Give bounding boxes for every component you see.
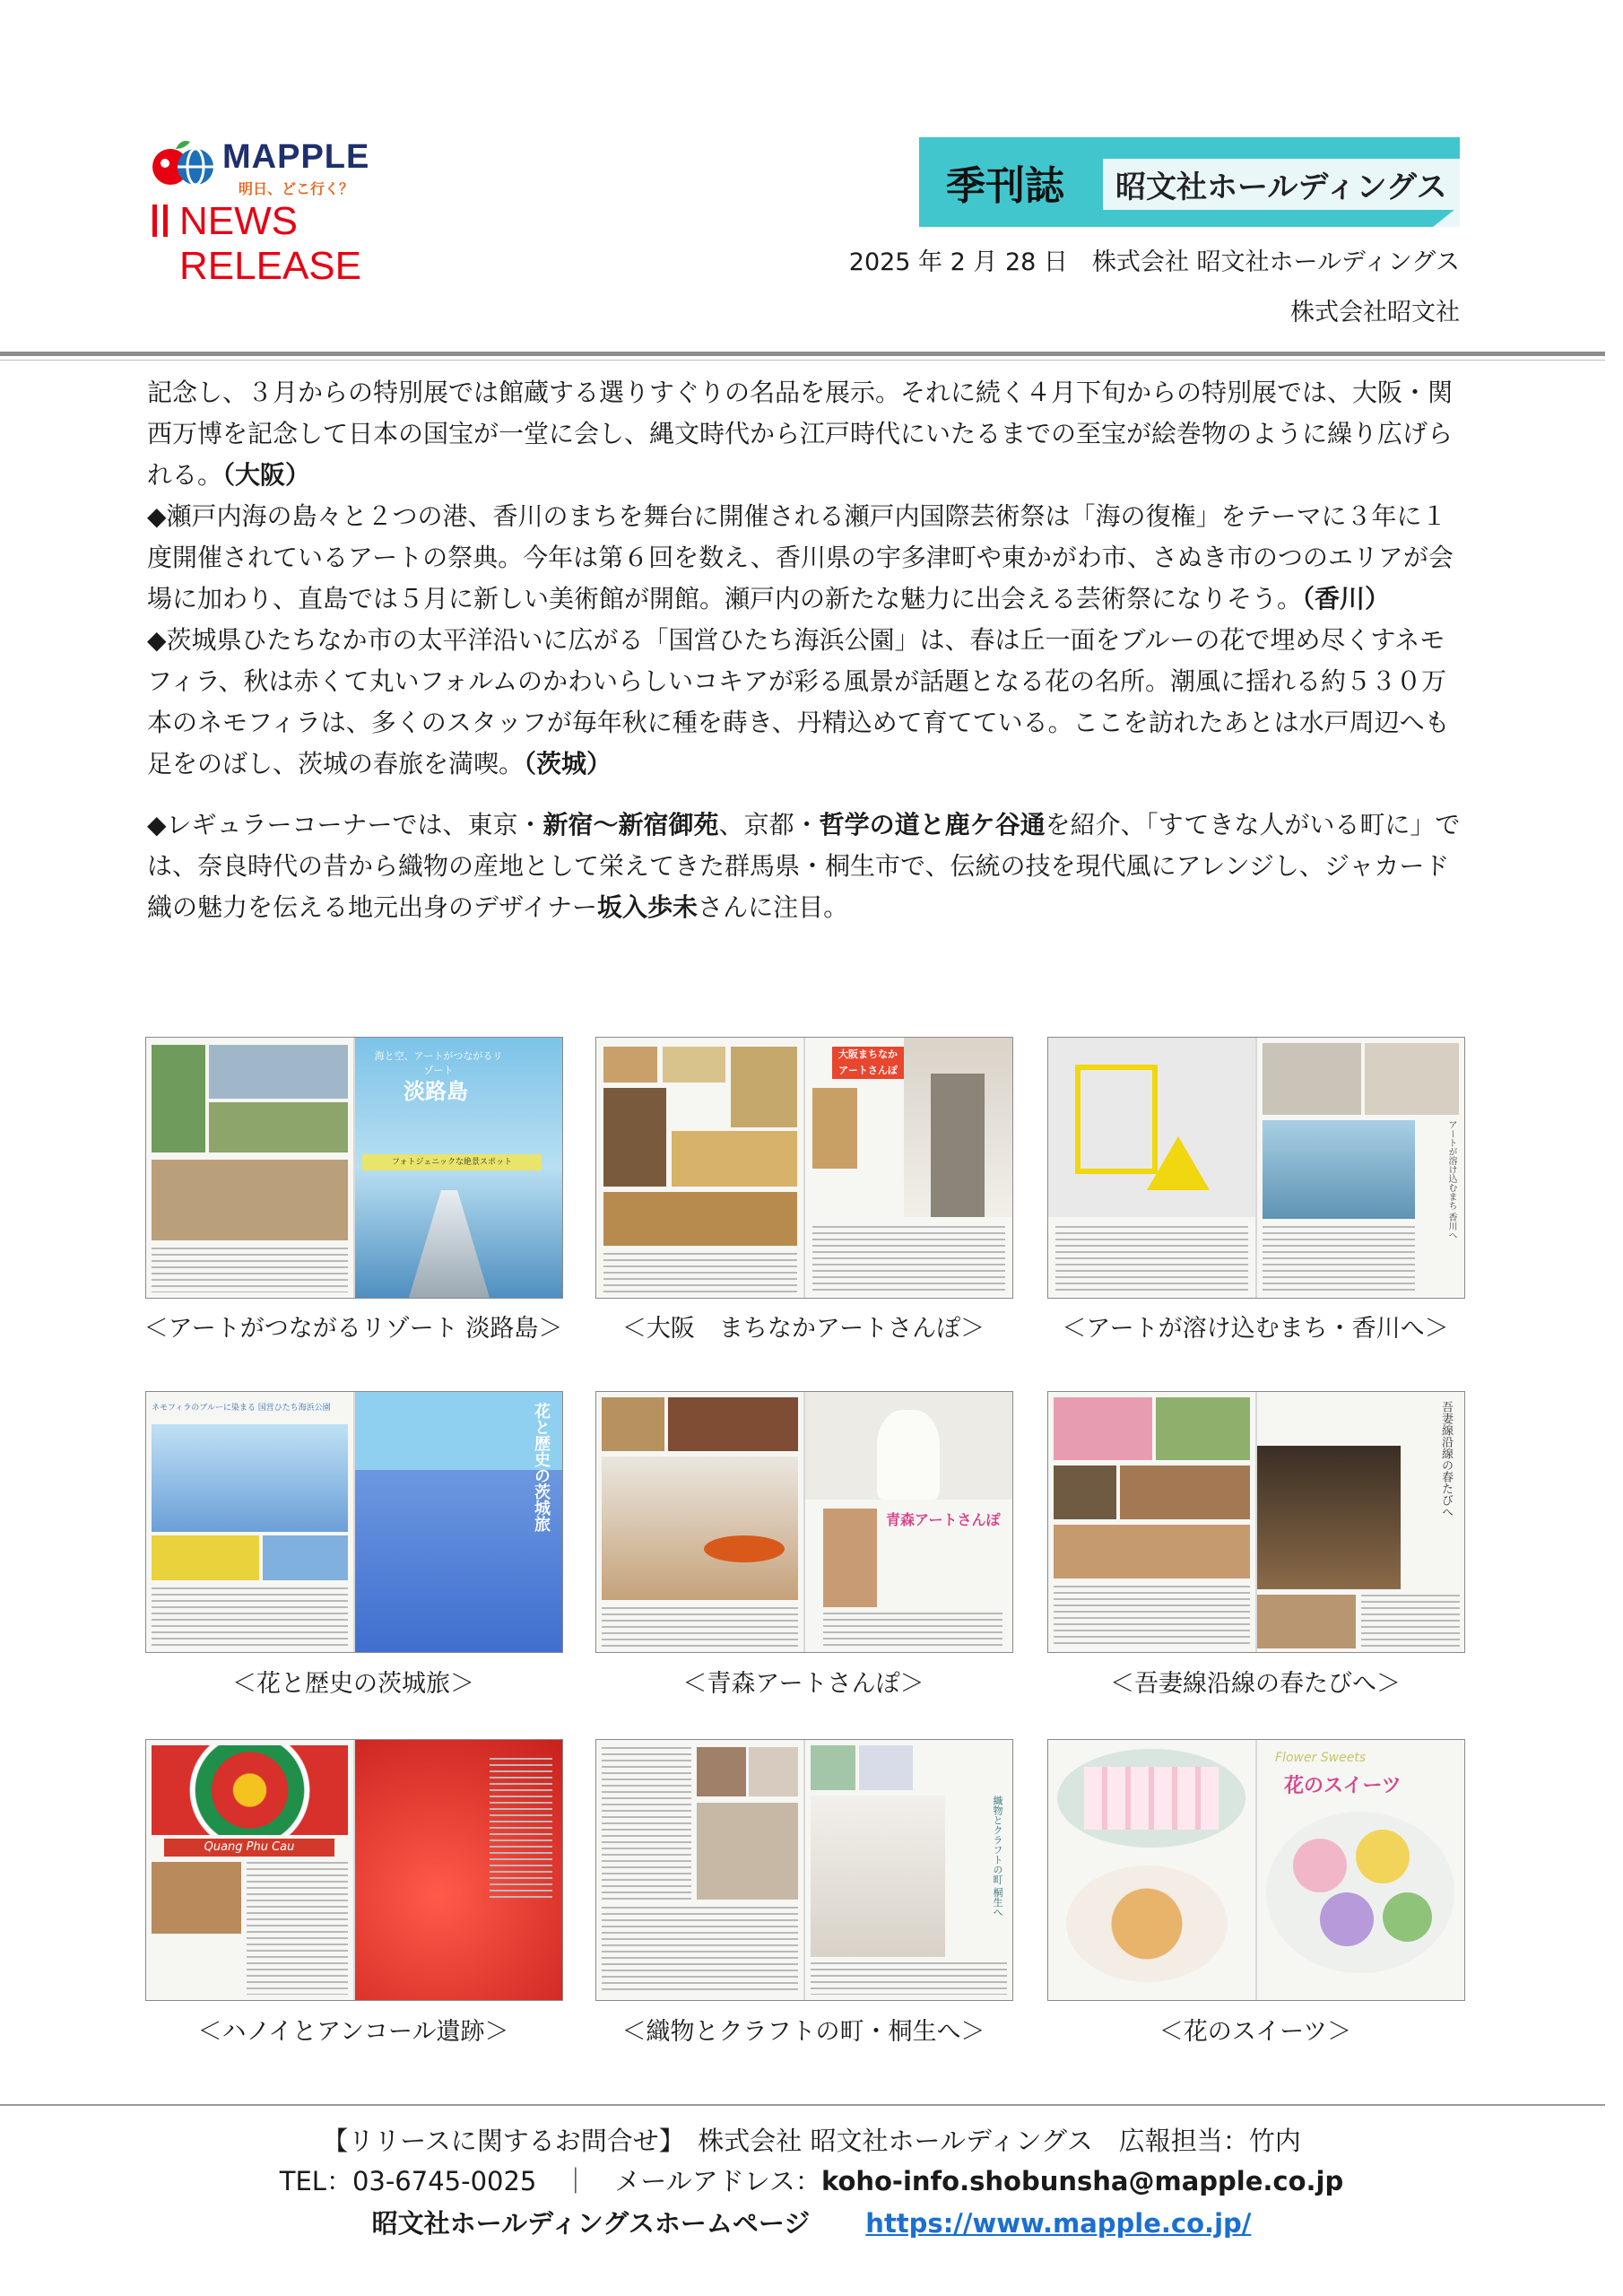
release-body — [147, 372, 1465, 928]
caption-osaka: ＜大阪 まちなかアートさんぽ＞ — [621, 1315, 985, 1343]
spread-sweets — [1047, 1739, 1465, 2001]
logo-tagline: 明日、どこ行く？ — [239, 180, 354, 197]
header-divider-thin — [0, 360, 1605, 361]
caption-awaji: ＜アートがつながるリゾート 淡路島＞ — [143, 1315, 563, 1343]
contact-line: 【リリースに関するお問合せ】 株式会社 昭文社ホールディングス 広報担当：竹内 — [322, 2126, 1301, 2156]
banner-company: 昭文社ホールディングス — [1103, 159, 1460, 210]
apple-globe-icon — [149, 136, 219, 194]
footer-divider — [0, 2104, 1605, 2106]
caption-aomori: ＜青森アートさんぽ＞ — [682, 1670, 924, 1698]
news-release-label — [145, 196, 468, 288]
paragraph-kagawa: ◆瀬戸内海の島々と２つの港、香川のまちを舞台に開催される瀬戸内国際芸術祭は「海の復権」をテーマに３年に１度開催されているアートの祭典。今年は第６回を数え、香川県の宇多津町や東かがわ市、さぬき市のつのエリアが会場に加わり、直島では５月に新しい美術館が開館。瀬戸内の新たな魅力に出会える芸術祭になりそう。（香川） — [147, 501, 1454, 613]
paragraph-osaka: 記念し、３月からの特別展では館蔵する選りすぐりの名品を展示。それに続く４月下旬からの特別展では、大阪・関西万博を記念して日本の国宝が一堂に会し、縄文時代から江戸時代にいたるまでの至宝が絵巻物のように繰り広げられる。（大阪） — [147, 378, 1454, 490]
spread-title: 淡路島 — [404, 1079, 468, 1104]
caption-agatsuma: ＜吾妻線沿線の春たびへ＞ — [1110, 1670, 1401, 1698]
news-release-text: NEWS RELEASE — [179, 199, 361, 288]
spread-hanoi — [145, 1739, 563, 2001]
caption-kiryu: ＜織物とクラフトの町・桐生へ＞ — [621, 2018, 985, 2046]
spread-title: 織物とクラフトの町 桐生へ — [992, 1796, 1003, 1918]
spread-title: Quang Phu Cau — [164, 1839, 334, 1857]
spread-title: 花と歴史の茨城旅 — [532, 1403, 551, 1532]
spread-headline: アートが溶け込むまち 香川へ — [1446, 1120, 1456, 1240]
banner-title: 季刊誌 — [946, 163, 1064, 209]
page-fold-icon — [1433, 205, 1460, 227]
spread-ibaraki — [145, 1391, 563, 1653]
spread-title: アートさんぽ — [838, 1065, 898, 1076]
quarterly-banner — [919, 137, 1460, 227]
release-date: 2025 年 2 月 28 日 株式会社 昭文社ホールディングス — [848, 248, 1460, 276]
caption-sweets: ＜花のスイーツ＞ — [1159, 2018, 1352, 2046]
spread-osaka — [595, 1037, 1013, 1299]
spread-banner: フォトジェニックな絶景スポット — [362, 1154, 542, 1170]
spread-headline: ネモフィラのブルーに染まる 国営ひたち海浜公園 — [152, 1404, 331, 1413]
contact-details — [0, 2161, 1623, 2198]
homepage-line — [0, 2204, 1623, 2240]
paragraph-regular-corner: ◆レギュラーコーナーでは、東京・新宿〜新宿御苑、京都・哲学の道と鹿ケ谷通を紹介、「すてきな人がいる町に」では、奈良時代の昔から織物の産地として栄えてきた群馬県・桐生市で、伝統の技を現代風にアレンジし、ジャカード織の魅力を伝える地元出身のデザイナー坂入歩未さんに注目。 — [147, 810, 1461, 922]
spread-kiryu — [595, 1739, 1013, 2001]
spread-aomori — [595, 1391, 1013, 1653]
header-divider — [0, 352, 1605, 356]
red-bar-icon — [163, 204, 168, 237]
red-bar-icon — [152, 204, 157, 237]
company-name: 株式会社昭文社 — [1290, 299, 1460, 326]
tel-text: TEL：03-6745-0025 ｜ メールアドレス： — [279, 2166, 821, 2196]
caption-hanoi: ＜ハノイとアンコール遺跡＞ — [197, 2018, 509, 2046]
spread-headline: 海と空、アートがつながるリゾート — [374, 1050, 503, 1076]
spread-title: 花のスイーツ — [1284, 1775, 1402, 1797]
mapple-logo — [145, 131, 468, 288]
logo-wordmark: MAPPLE — [222, 138, 370, 176]
spread-kagawa — [1047, 1037, 1465, 1299]
caption-ibaraki: ＜花と歴史の茨城旅＞ — [232, 1670, 474, 1698]
spread-headline: 大阪まちなか — [838, 1048, 898, 1060]
homepage-label: 昭文社ホールディングスホームページ — [371, 2208, 811, 2239]
spread-script: Flower Sweets — [1275, 1751, 1367, 1765]
caption-kagawa: ＜アートが溶け込むまち・香川へ＞ — [1062, 1315, 1449, 1343]
spread-agatsuma — [1047, 1391, 1465, 1653]
spread-title: 青森アートさんぽ — [886, 1511, 1001, 1528]
homepage-link[interactable]: https://www.mapple.co.jp/ — [865, 2208, 1252, 2239]
spread-awaji — [145, 1037, 563, 1299]
paragraph-ibaraki: ◆茨城県ひたちなか市の太平洋沿いに広がる「国営ひたち海浜公園」は、春は丘一面をブルーの花で埋め尽くすネモフィラ、秋は赤くて丸いフォルムのかわいらしいコキアが彩る風景が話題となる花の名所。潮風に揺れる約５３０万本のネモフィラは、多くのスタッフが毎年秋に種を蒔き、丹精込めて育てている。ここを訪れたあとは水戸周辺へも足をのばし、茨城の春旅を満喫。（茨城） — [147, 625, 1450, 778]
spread-title: 吾妻線沿線の春たびへ — [1439, 1401, 1453, 1518]
email-link[interactable]: koho-info.shobunsha@mapple.co.jp — [820, 2166, 1344, 2196]
